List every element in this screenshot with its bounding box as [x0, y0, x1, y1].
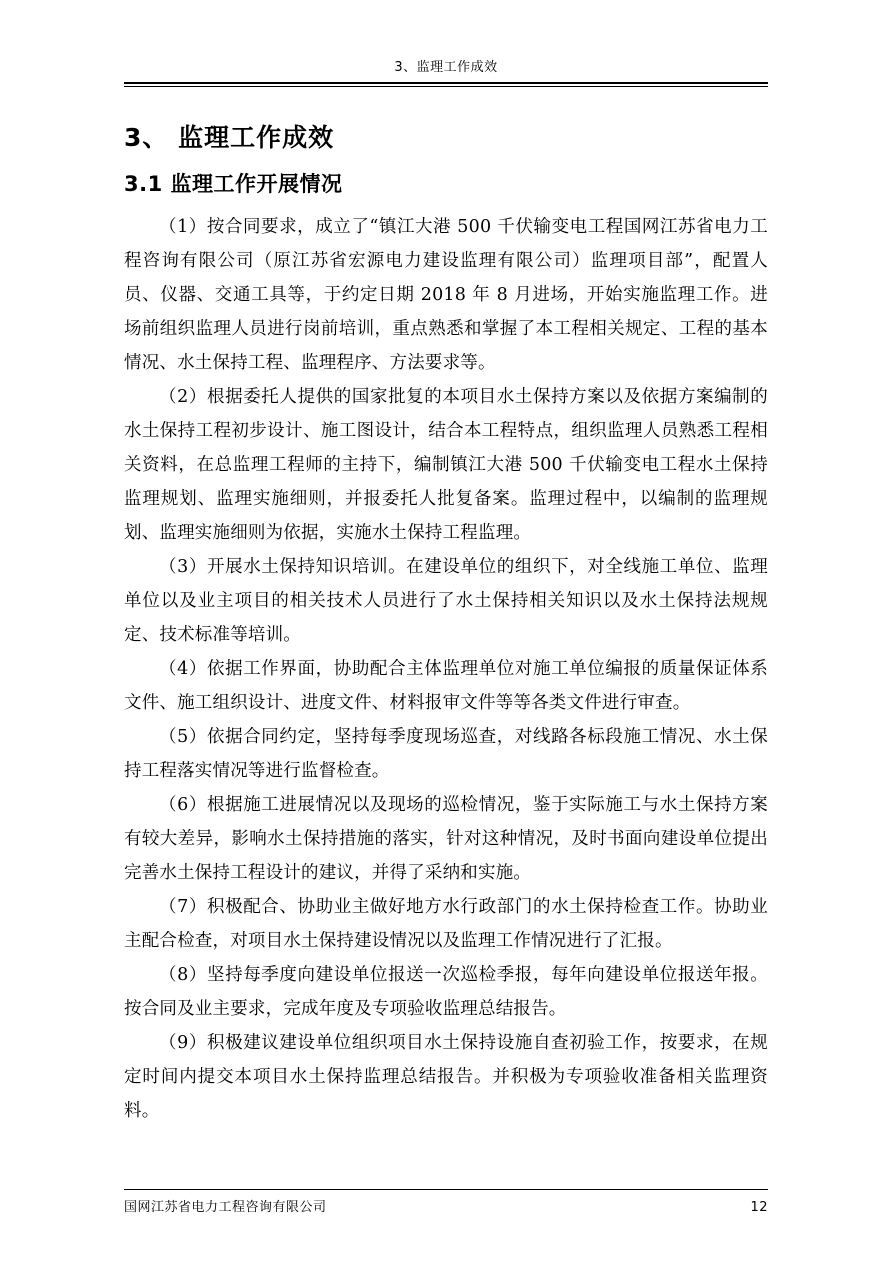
- page-header: [124, 60, 768, 87]
- body-paragraph: （2）根据委托人提供的国家批复的本项目水土保持方案以及依据方案编制的水土保持工程初步设计、施工图设计，结合本工程特点，组织监理人员熟悉工程相关资料，在总监理工程师的主持下，编制镇江大港 500 千伏输变电工程水土保持监理规划、监理实施细则，并报委托人批复备案。监理过程中，以编制的监理规划、监理实施细则为依据，实施水土保持工程监理。: [124, 387, 768, 543]
- body-paragraph: （1）按合同要求，成立了“镇江大港 500 千伏输变电工程国网江苏省电力工程咨询有限公司（原江苏省宏源电力建设监理有限公司）监理项目部”，配置人员、仪器、交通工具等，于约定日期 2018 年 8 月进场，开始实施监理工作。进场前组织监理人员进行岗前培训，重点熟悉和掌握了本工程相关规定、工程的基本情况、水土保持工程、监理程序、方法要求等。: [124, 217, 768, 373]
- footer-page-number: 12: [750, 1200, 768, 1215]
- footer-row: [124, 1196, 768, 1215]
- body-paragraph: （6）根据施工进展情况以及现场的巡检情况，鉴于实际施工与水土保持方案有较大差异，影响水土保持措施的落实，针对这种情况，及时书面向建设单位提出完善水土保持工程设计的建议，并得了采纳和实施。: [124, 795, 768, 883]
- body-paragraph: （5）依据合同约定，坚持每季度现场巡查，对线路各标段施工情况、水土保持工程落实情况等进行监督检查。: [124, 727, 768, 781]
- section-heading-2: 3.1 监理工作开展情况: [124, 172, 343, 196]
- body-paragraph: （8）坚持每季度向建设单位报送一次巡检季报，每年向建设单位报送年报。按合同及业主要求，完成年度及专项验收监理总结报告。: [124, 965, 768, 1019]
- body-paragraph: （7）积极配合、协助业主做好地方水行政部门的水土保持检查工作。协助业主配合检查，对项目水土保持建设情况以及监理工作情况进行了汇报。: [124, 897, 768, 951]
- page-footer: [124, 1189, 768, 1215]
- footer-company-name: 国网江苏省电力工程咨询有限公司: [124, 1200, 327, 1215]
- footer-divider: [124, 1189, 768, 1190]
- body-paragraph: （3）开展水土保持知识培训。在建设单位的组织下，对全线施工单位、监理单位以及业主项目的相关技术人员进行了水土保持相关知识以及水土保持法规规定、技术标准等培训。: [124, 557, 768, 645]
- header-divider: [124, 82, 768, 87]
- section-heading-1: 3、 监理工作成效: [124, 123, 335, 152]
- body-paragraph: （4）依据工作界面，协助配合主体监理单位对施工单位编报的质量保证体系文件、施工组织设计、进度文件、材料报审文件等等各类文件进行审查。: [124, 659, 768, 713]
- body-paragraph: （9）积极建议建设单位组织项目水土保持设施自查初验工作，按要求，在规定时间内提交本项目水土保持监理总结报告。并积极为专项验收准备相关监理资料。: [124, 1033, 768, 1121]
- document-body: [124, 100, 768, 1128]
- page-content-area: [124, 0, 768, 1263]
- running-header-title: 3、监理工作成效: [394, 60, 498, 75]
